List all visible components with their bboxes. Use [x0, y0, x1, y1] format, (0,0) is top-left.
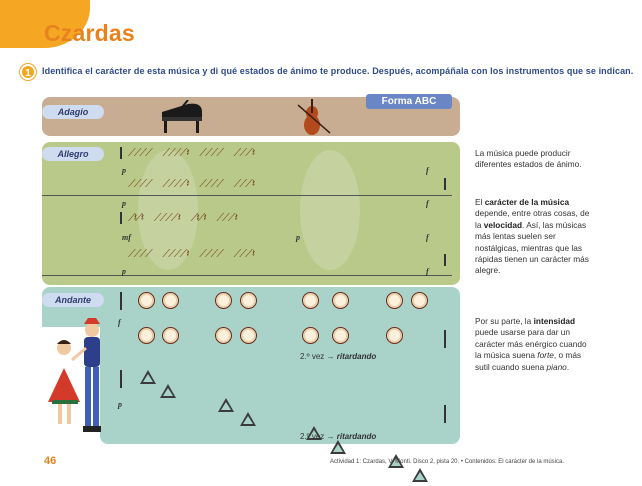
text-bold: velocidad: [483, 219, 523, 230]
text-bold: carácter de la música: [484, 197, 570, 207]
section-label-andante: Andante: [42, 293, 104, 307]
dynamic-marking: f: [426, 267, 429, 276]
ritardando-prefix: 2.º vez →: [300, 352, 335, 361]
dynamic-marking: p: [296, 233, 300, 242]
text-fragment: . Así, las músicas más lentas suelen ser nostálgicas, mientras que las rápidas tienen un carácter más alegre.: [475, 219, 589, 276]
staff-line: [42, 275, 452, 276]
drum-icon: [138, 292, 155, 309]
text-fragment: depende, entre otras cosas, de la: [475, 208, 590, 230]
section-label-allegro: Allegro: [42, 147, 104, 161]
drum-icon: [411, 292, 428, 309]
text-fragment: .: [566, 361, 570, 372]
page-title: Czardas: [44, 20, 135, 46]
repeat-bar: [444, 330, 446, 348]
drum-icon: [162, 292, 179, 309]
drum-icon: [162, 327, 179, 344]
drum-icon: [215, 327, 232, 344]
drum-icon: [138, 327, 155, 344]
triangle-icon: [140, 370, 156, 384]
text-italic: forte: [537, 350, 554, 361]
dynamic-marking: f: [426, 199, 429, 208]
drum-icon: [332, 327, 349, 344]
repeat-bar: [444, 254, 446, 266]
dynamic-marking: f: [426, 166, 429, 175]
page-number: 46: [44, 455, 57, 467]
drum-icon: [240, 327, 257, 344]
triangle-icon: [160, 384, 176, 398]
triangle-icon: [218, 398, 234, 412]
staff-line: [42, 195, 452, 196]
repeat-bar: [444, 405, 446, 423]
dynamic-marking: p: [122, 166, 126, 175]
drum-icon: [386, 292, 403, 309]
andante-panel: [100, 287, 460, 444]
dynamic-marking: p: [122, 199, 126, 208]
claves-rhythm: ⟋⟋⟋⟋ ⟋⟋⟋⟋ 𝄽 ⟋⟋⟋⟋ ⟋⟋⟋ 𝄽: [128, 178, 254, 190]
footer-credits: Actividad 1: Czardas, V. Monti. Disco 2, pista 20. • Contenidos: El carácter de la música.: [330, 459, 564, 465]
ritardando-note: [300, 352, 376, 361]
claves-rhythm: ⟋⟋⟋⟋ ⟋⟋⟋⟋ 𝄽 ⟋⟋⟋⟋ ⟋⟋⟋ 𝄽: [128, 147, 254, 159]
repeat-bar: [444, 178, 446, 190]
text-fragment: Por su parte, la: [475, 316, 534, 326]
text-fragment: puede usarse para dar un carácter más enérgico cuando la música suena: [475, 327, 587, 361]
dynamic-marking: mf: [122, 233, 131, 242]
claves-rhythm: ⟋⟋⟋⟋ ⟋⟋⟋⟋ 𝄽 ⟋⟋⟋⟋ ⟋⟋⟋ 𝄽: [128, 248, 254, 260]
allegro-panel: [42, 142, 460, 285]
ritardando-word: ritardando: [336, 352, 377, 361]
triangle-icon: [330, 440, 346, 454]
ritardando-word: ritardando: [336, 432, 377, 441]
piano-icon: [158, 100, 204, 139]
violin-icon: [296, 99, 332, 142]
drum-icon: [215, 292, 232, 309]
dynamic-marking: f: [426, 233, 429, 242]
ritardando-prefix: 2.º vez →: [300, 432, 335, 441]
repeat-bar: [120, 370, 122, 388]
repeat-bar: [120, 147, 122, 159]
forma-abc-badge: Forma ABC: [366, 94, 452, 109]
ritardando-note: [300, 432, 376, 441]
dancers-illustration: [40, 318, 112, 451]
drum-icon: [240, 292, 257, 309]
claves-rhythm: ⟋𝄽⟋𝄽 ⟋⟋⟋⟋ 𝄽 ⟋𝄽⟋𝄽 ⟋⟋⟋ 𝄽: [128, 212, 236, 224]
dynamic-marking: f: [118, 318, 121, 327]
repeat-bar: [120, 212, 122, 224]
side-text-intensity: [475, 316, 595, 373]
triangle-icon: [412, 468, 428, 482]
side-text-intro: La música puede producir diferentes estados de ánimo.: [475, 148, 582, 170]
text-fragment: El: [475, 197, 485, 207]
section-label-adagio: Adagio: [42, 105, 104, 119]
question-number-badge: 1: [20, 64, 36, 80]
text-bold: intensidad: [533, 316, 576, 326]
triangle-icon: [240, 412, 256, 426]
text-fragment: , o más sutil cuando suena: [475, 350, 582, 372]
dynamic-marking: p: [122, 267, 126, 276]
drum-icon: [302, 292, 319, 309]
drum-icon: [386, 327, 403, 344]
drum-icon: [302, 327, 319, 344]
background-blob: [300, 150, 360, 270]
repeat-bar: [120, 292, 122, 310]
side-text-character: [475, 197, 595, 277]
dynamic-marking: p: [118, 400, 122, 409]
text-italic: piano: [546, 361, 567, 372]
question-text: Identifica el carácter de esta música y di qué estados de ánimo te produce. Después, acompáñala con los instrumentos que se indican.: [42, 66, 634, 76]
drum-icon: [332, 292, 349, 309]
